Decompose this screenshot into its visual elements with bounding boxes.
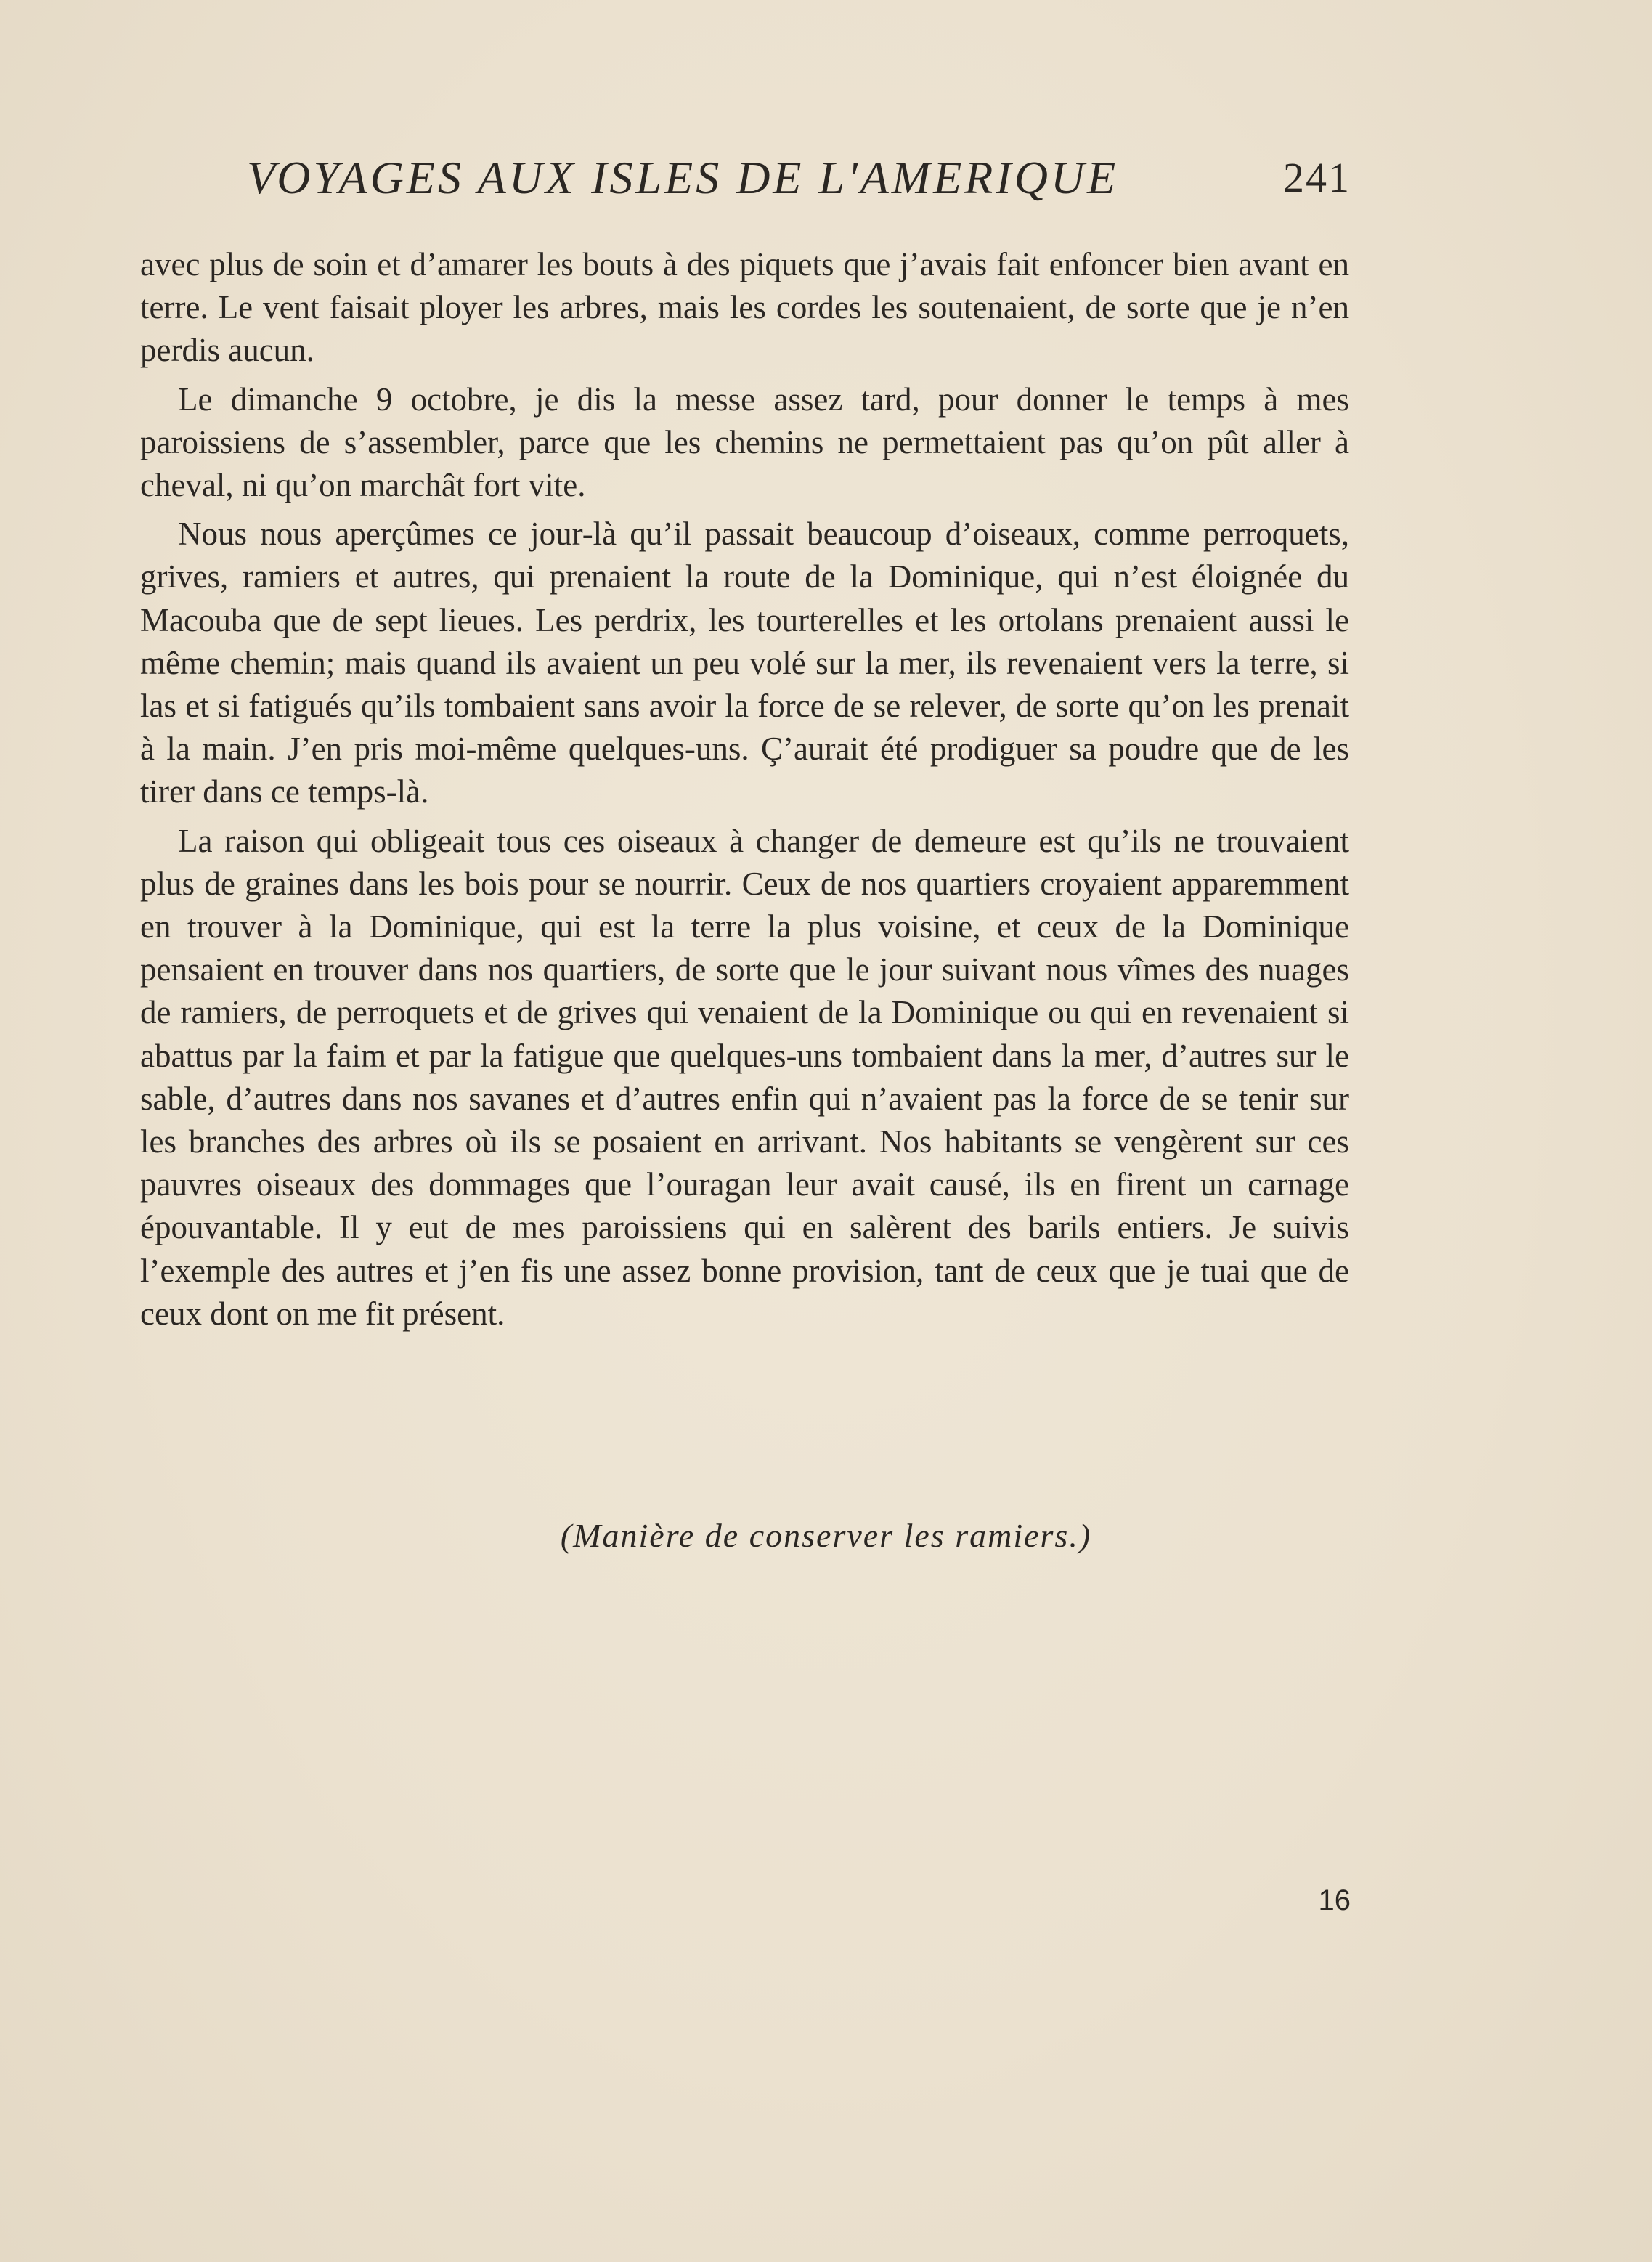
body-text	[140, 243, 1349, 1341]
paragraph: La raison qui obligeait tous ces oiseaux à changer de demeure est qu’ils ne trouvaient plus de graines dans les bois pour se nourrir. Ceux de nos quartiers croyaient apparemment en trouver à la Dominique, qui est la terre la plus voisine, et ceux de la Dominique pensaient en trouver dans nos quartiers, de sorte que le jour suivant nous vîmes des nuages de ramiers, de perroquets et de grives qui venaient de la Dominique ou qui en revenaient si abattus par la faim et par la fatigue que quelques-uns tombaient dans la mer, d’autres sur le sable, d’autres dans nos savanes et d’autres enfin qui n’avaient pas la force de se tenir sur les branches des arbres où ils se posaient en arrivant. Nos habitants se vengèrent sur ces pauvres oiseaux des dommages que l’ouragan leur avait causé, ils en firent un carnage épouvantable. Il y eut de mes paroissiens qui en salèrent des barils entiers. Je suivis l’exemple des autres et j’en fis une assez bonne provision, tant de ceux que je tuai que de ceux dont on me fit présent.	[140, 822, 1349, 1332]
running-head-title: VOYAGES AUX ISLES DE L'AMERIQUE	[247, 152, 1119, 203]
signature-mark: 16	[1318, 1884, 1351, 1916]
paragraph: Le dimanche 9 octobre, je dis la messe assez tard, pour donner le temps à mes paroissiens de s’assembler, parce que les chemins ne permettaient pas qu’on pût aller à cheval, ni qu’on marchât fort vite.	[140, 381, 1349, 504]
running-head	[247, 138, 1351, 218]
paragraph-continued: avec plus de soin et d’amarer les bouts à des piquets que j’avais fait enfoncer bien avant en terre. Le vent faisait ployer les arbres, mais les cordes les soutenaient, de sorte que je n’en perdis aucun.	[140, 246, 1349, 369]
section-heading: (Manière de conserver les ramiers.)	[560, 1517, 1092, 1554]
paragraph: Nous nous aperçûmes ce jour-là qu’il passait beaucoup d’oiseaux, comme perroquets, grives, ramiers et autres, qui prenaient la route de la Dominique, qui n’est éloignée du Macouba que de sept lieues. Les perdrix, les tourterelles et les ortolans prenaient aussi le même chemin; mais quand ils avaient un peu volé sur la mer, ils revenaient vers la terre, si las et si fatigués qu’ils tombaient sans avoir la force de se relever, de sorte qu’on les prenait à la main. J’en pris moi-même quelques-uns. Ç’aurait été prodiguer sa poudre que de les tirer dans ce temps-là.	[140, 516, 1349, 810]
page-number: 241	[1283, 154, 1351, 201]
